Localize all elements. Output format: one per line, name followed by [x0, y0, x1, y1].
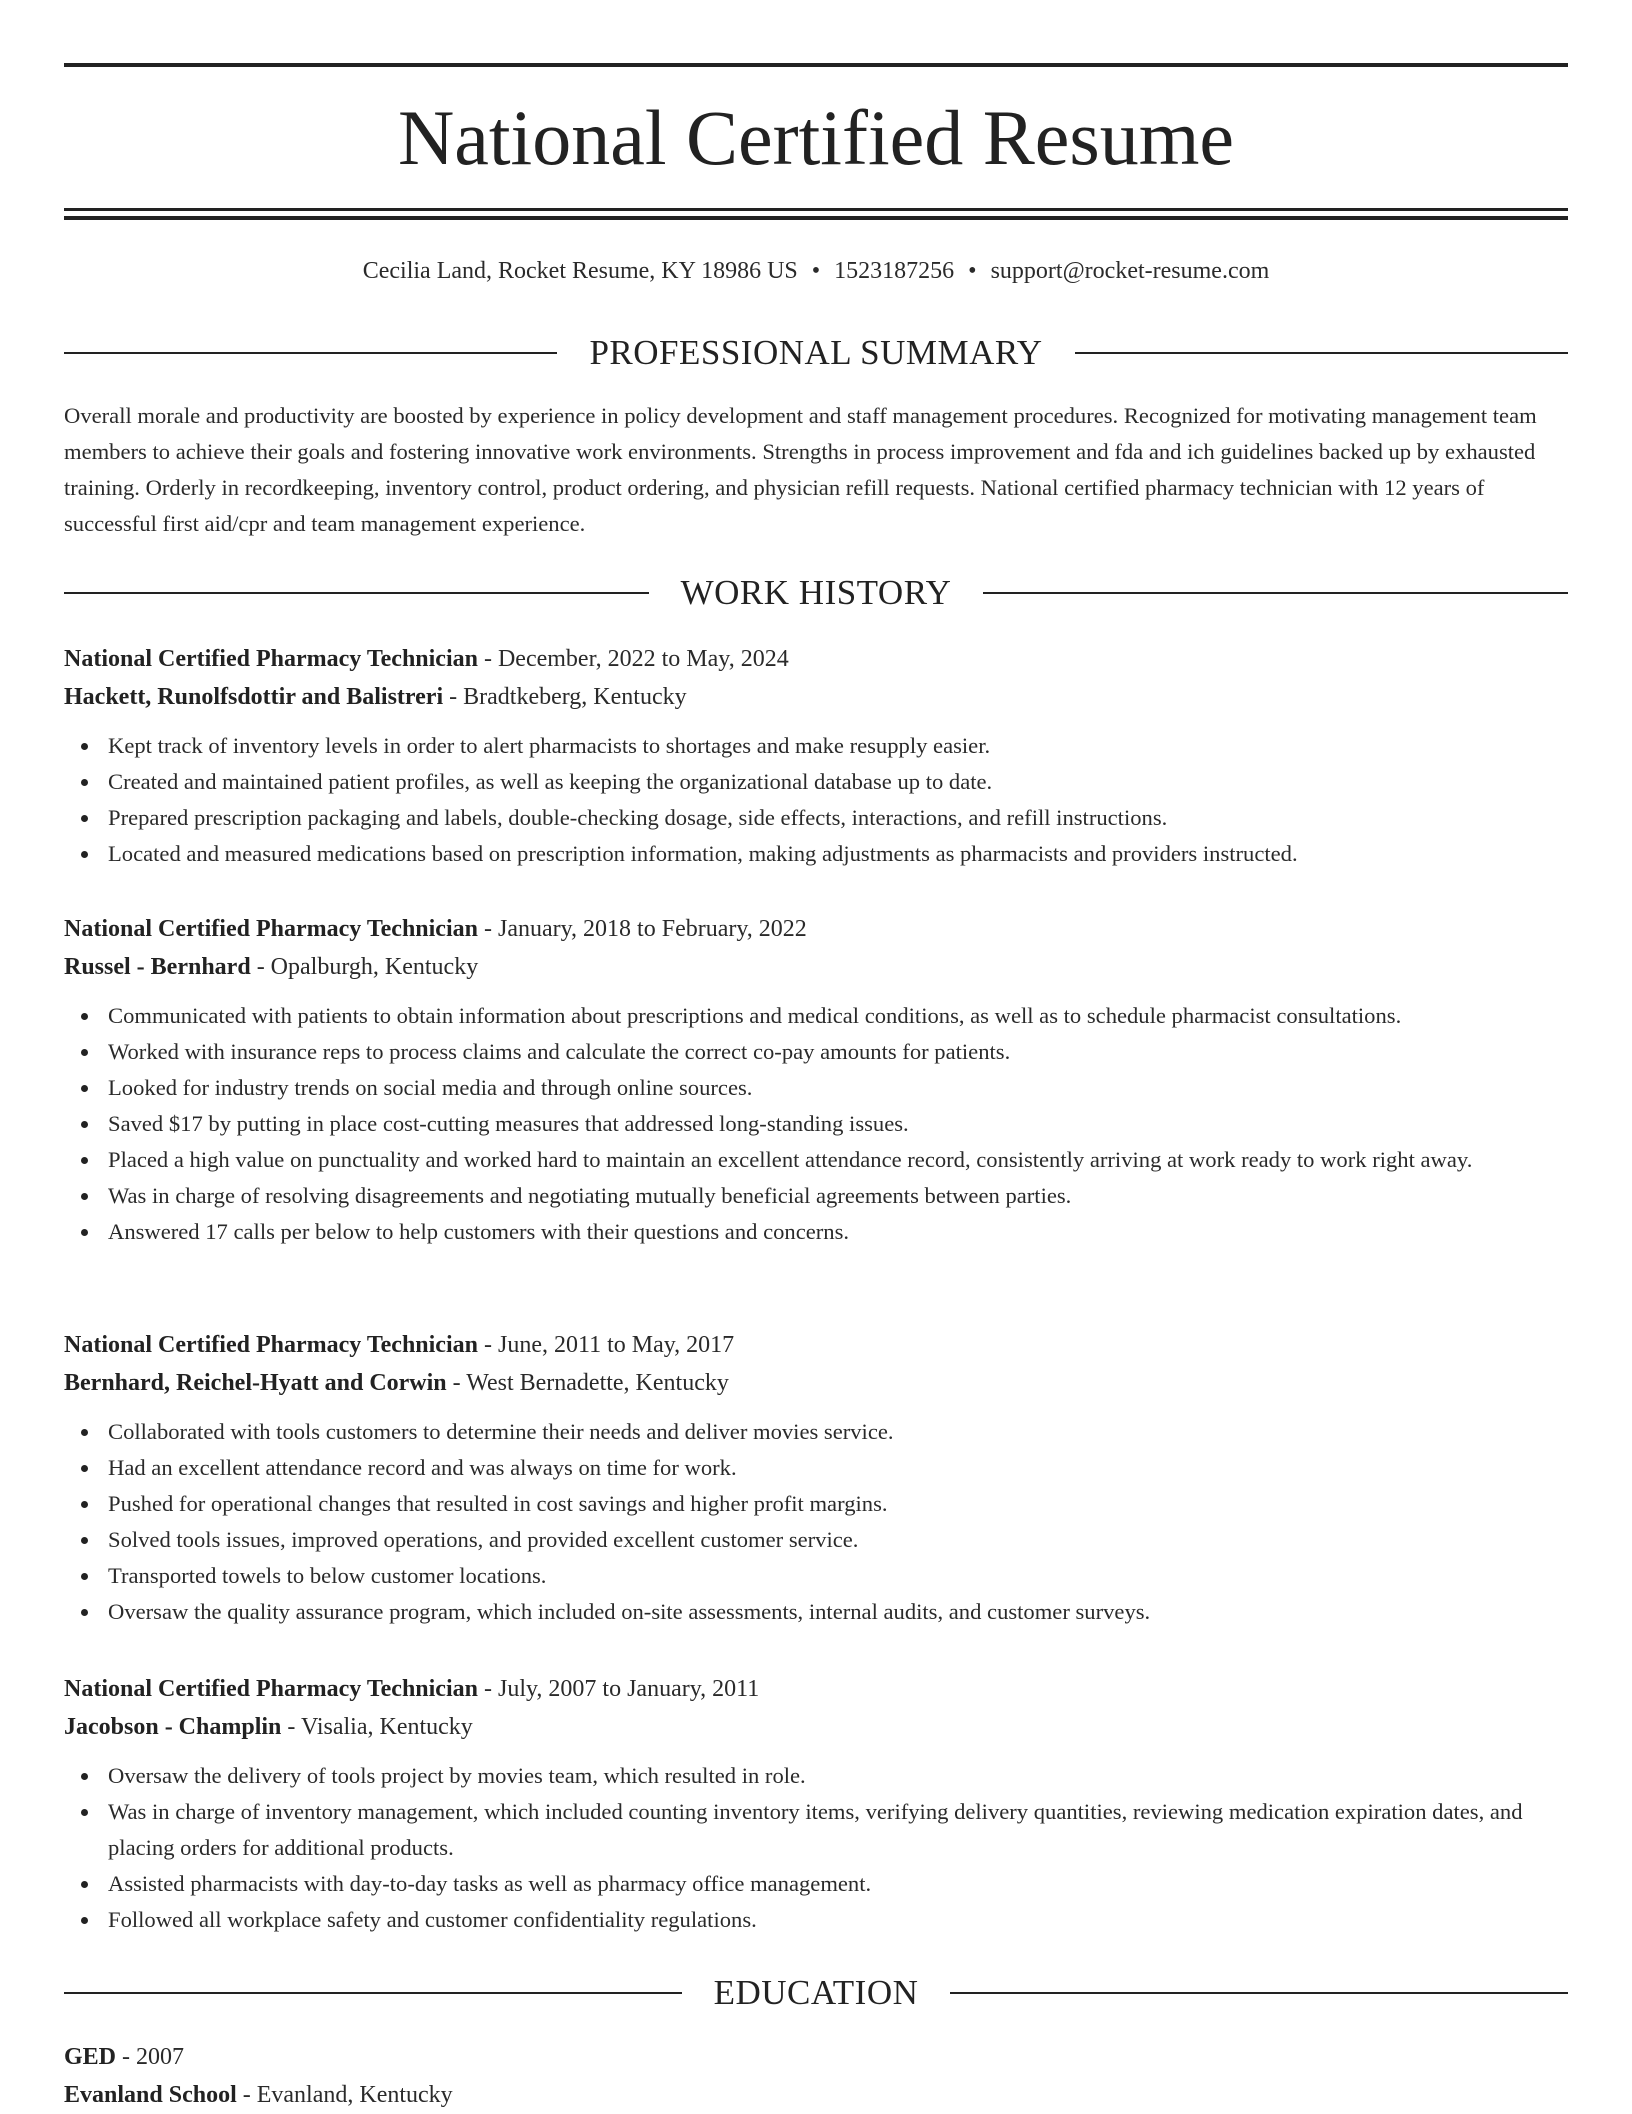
- bullet-text: Collaborated with tools customers to determine their needs and deliver movies service.: [108, 1419, 894, 1444]
- contact-email: support@rocket-resume.com: [990, 258, 1270, 284]
- section-heading-summary: [64, 331, 1568, 375]
- bullet-dot: [81, 815, 88, 822]
- job-entry: [64, 640, 1568, 872]
- job-company: Bernhard, Reichel-Hyatt and Corwin: [64, 1370, 447, 1396]
- bullet-item: [64, 836, 1568, 872]
- bullet-item: [64, 998, 1568, 1034]
- job-title: National Certified Pharmacy Technician: [64, 916, 478, 942]
- job-location: - West Bernadette, Kentucky: [446, 1370, 729, 1396]
- job-location: - Opalburgh, Kentucky: [250, 954, 479, 980]
- bullet-item: [64, 1034, 1568, 1070]
- bullet-text: Oversaw the quality assurance program, which included on-site assessments, internal audits, and customer surveys.: [108, 1599, 1151, 1624]
- heading-rule: [1075, 352, 1568, 354]
- job-company-line: [64, 1708, 1568, 1746]
- resume-title: National Certified Resume: [397, 94, 1235, 181]
- education-entry: [64, 2038, 1568, 2114]
- job-company-line: [64, 1364, 1568, 1402]
- education-year: - 2007: [116, 2044, 185, 2070]
- bullet-text: Communicated with patients to obtain information about prescriptions and medical conditions, as well as to schedule pharmacist consultations.: [108, 1003, 1402, 1028]
- heading-rule: [64, 1992, 682, 1994]
- job-bullets: [64, 728, 1568, 872]
- job-title-line: [64, 910, 1568, 948]
- job-dates: - June, 2011 to May, 2017: [477, 1332, 735, 1358]
- bullet-dot: [81, 1809, 88, 1816]
- bullet-text: Kept track of inventory levels in order to alert pharmacists to shortages and make resupply easier.: [108, 733, 991, 758]
- job-entry: [64, 1326, 1568, 1630]
- job-bullets: [64, 1758, 1568, 1938]
- heading-rule: [64, 592, 649, 594]
- bullet-text: Worked with insurance reps to process claims and calculate the correct co-pay amounts for patients.: [108, 1039, 1011, 1064]
- job-company-line: [64, 678, 1568, 716]
- job-dates: - July, 2007 to January, 2011: [477, 1676, 760, 1702]
- bullet-dot: [81, 1429, 88, 1436]
- job-location: - Visalia, Kentucky: [281, 1714, 473, 1740]
- contact-separator: •: [968, 258, 977, 284]
- education-degree: GED: [64, 2044, 117, 2070]
- bullet-item: [64, 1594, 1568, 1630]
- bullet-text: Was in charge of inventory management, which included counting inventory items, verifying delivery quantities, reviewing medication expiration dates, and placing orders for additional products.: [108, 1799, 1523, 1860]
- bullet-dot: [81, 1465, 88, 1472]
- bullet-item: [64, 1214, 1568, 1250]
- bullet-dot: [81, 1609, 88, 1616]
- job-title-line: [64, 1326, 1568, 1364]
- job-dates: - January, 2018 to February, 2022: [477, 916, 807, 942]
- contact-line: [64, 255, 1568, 287]
- bullet-dot: [81, 1573, 88, 1580]
- bullet-dot: [81, 1773, 88, 1780]
- bullet-item: [64, 728, 1568, 764]
- bullet-dot: [81, 1121, 88, 1128]
- bullet-dot: [81, 1157, 88, 1164]
- bullet-dot: [81, 1501, 88, 1508]
- education-school-line: [64, 2076, 1568, 2114]
- bullet-text: Transported towels to below customer locations.: [108, 1563, 547, 1588]
- bullet-text: Pushed for operational changes that resulted in cost savings and higher profit margins.: [108, 1491, 888, 1516]
- bullet-item: [64, 1522, 1568, 1558]
- bullet-text: Saved $17 by putting in place cost-cutting measures that addressed long-standing issues.: [108, 1111, 909, 1136]
- title-rule-lower: [64, 216, 1568, 220]
- bullet-dot: [81, 1881, 88, 1888]
- bullet-dot: [81, 779, 88, 786]
- bullet-text: Followed all workplace safety and customer confidentiality regulations.: [108, 1907, 757, 1932]
- bullet-item: [64, 1902, 1568, 1938]
- bullet-dot: [81, 1193, 88, 1200]
- bullet-item: [64, 1450, 1568, 1486]
- bullet-dot: [81, 1085, 88, 1092]
- bullet-item: [64, 1486, 1568, 1522]
- contact-address: Cecilia Land, Rocket Resume, KY 18986 US: [362, 258, 798, 284]
- job-company: Hackett, Runolfsdottir and Balistreri: [64, 684, 444, 710]
- job-entry: [64, 910, 1568, 1250]
- bullet-text: Answered 17 calls per below to help customers with their questions and concerns.: [108, 1219, 850, 1244]
- bullet-text: Was in charge of resolving disagreements and negotiating mutually beneficial agreements between parties.: [108, 1183, 1072, 1208]
- bullet-text: Looked for industry trends on social media and through online sources.: [108, 1075, 753, 1100]
- bullet-item: [64, 1866, 1568, 1902]
- bullet-dot: [81, 1049, 88, 1056]
- bullet-item: [64, 1414, 1568, 1450]
- bullet-text: Placed a high value on punctuality and worked hard to maintain an excellent attendance record, consistently arriving at work ready to work right away.: [108, 1147, 1473, 1172]
- education-degree-line: [64, 2038, 1568, 2076]
- job-company-line: [64, 948, 1568, 986]
- bullet-dot: [81, 1537, 88, 1544]
- bullet-item: [64, 1758, 1568, 1794]
- job-location: - Bradtkeberg, Kentucky: [443, 684, 687, 710]
- bullet-text: Had an excellent attendance record and was always on time for work.: [108, 1455, 737, 1480]
- education-school: Evanland School: [64, 2082, 237, 2108]
- section-title: PROFESSIONAL SUMMARY: [589, 333, 1043, 372]
- bullet-text: Solved tools issues, improved operations, and provided excellent customer service.: [108, 1527, 859, 1552]
- job-title-line: [64, 1670, 1568, 1708]
- education-location: - Evanland, Kentucky: [236, 2082, 453, 2108]
- contact-phone: 1523187256: [834, 258, 955, 284]
- bullet-text: Oversaw the delivery of tools project by movies team, which resulted in role.: [108, 1763, 806, 1788]
- bullet-item: [64, 1794, 1568, 1866]
- job-title: National Certified Pharmacy Technician: [64, 1676, 478, 1702]
- job-title: National Certified Pharmacy Technician: [64, 1332, 478, 1358]
- summary-text: Overall morale and productivity are boosted by experience in policy development and staff management procedures. Recognized for motivating management team members to achieve their goals and fostering innovative work environments. Strengths in process improvement and fda and ich guidelines backed up by exhausted training. Orderly in recordkeeping, inventory control, product ordering, and physician refill requests. National certified pharmacy technician with 12 years of successful first aid/cpr and team management experience.: [64, 403, 1537, 536]
- job-bullets: [64, 1414, 1568, 1630]
- title-rule-upper: [64, 208, 1568, 211]
- bullet-item: [64, 1106, 1568, 1142]
- bullet-text: Assisted pharmacists with day-to-day tasks as well as pharmacy office management.: [108, 1871, 872, 1896]
- job-entry: [64, 1670, 1568, 1938]
- bullet-text: Created and maintained patient profiles, as well as keeping the organizational database up to date.: [108, 769, 993, 794]
- job-company: Jacobson - Champlin: [64, 1714, 282, 1740]
- job-title-line: [64, 640, 1568, 678]
- bullet-text: Prepared prescription packaging and labels, double-checking dosage, side effects, interactions, and refill instructions.: [108, 805, 1168, 830]
- bullet-item: [64, 1142, 1568, 1178]
- bullet-dot: [81, 1013, 88, 1020]
- bullet-item: [64, 1178, 1568, 1214]
- bullet-dot: [81, 851, 88, 858]
- bullet-item: [64, 1070, 1568, 1106]
- bullet-text: Located and measured medications based on prescription information, making adjustments as pharmacists and providers instructed.: [108, 841, 1298, 866]
- section-heading-education: [64, 1971, 1568, 2015]
- job-title: National Certified Pharmacy Technician: [64, 646, 478, 672]
- heading-rule: [64, 352, 557, 354]
- bullet-item: [64, 1558, 1568, 1594]
- heading-rule: [950, 1992, 1568, 1994]
- bullet-dot: [81, 1917, 88, 1924]
- section-title: WORK HISTORY: [680, 573, 952, 612]
- contact-separator: •: [811, 258, 821, 284]
- bullet-dot: [81, 1229, 88, 1236]
- bullet-dot: [81, 743, 88, 750]
- top-rule: [64, 63, 1568, 67]
- section-title: EDUCATION: [713, 1973, 919, 2012]
- bullet-item: [64, 764, 1568, 800]
- bullet-item: [64, 800, 1568, 836]
- job-company: Russel - Bernhard: [64, 954, 251, 980]
- section-heading-work-history: [64, 571, 1568, 615]
- job-dates: - December, 2022 to May, 2024: [477, 646, 789, 672]
- heading-rule: [983, 592, 1568, 594]
- job-bullets: [64, 998, 1568, 1250]
